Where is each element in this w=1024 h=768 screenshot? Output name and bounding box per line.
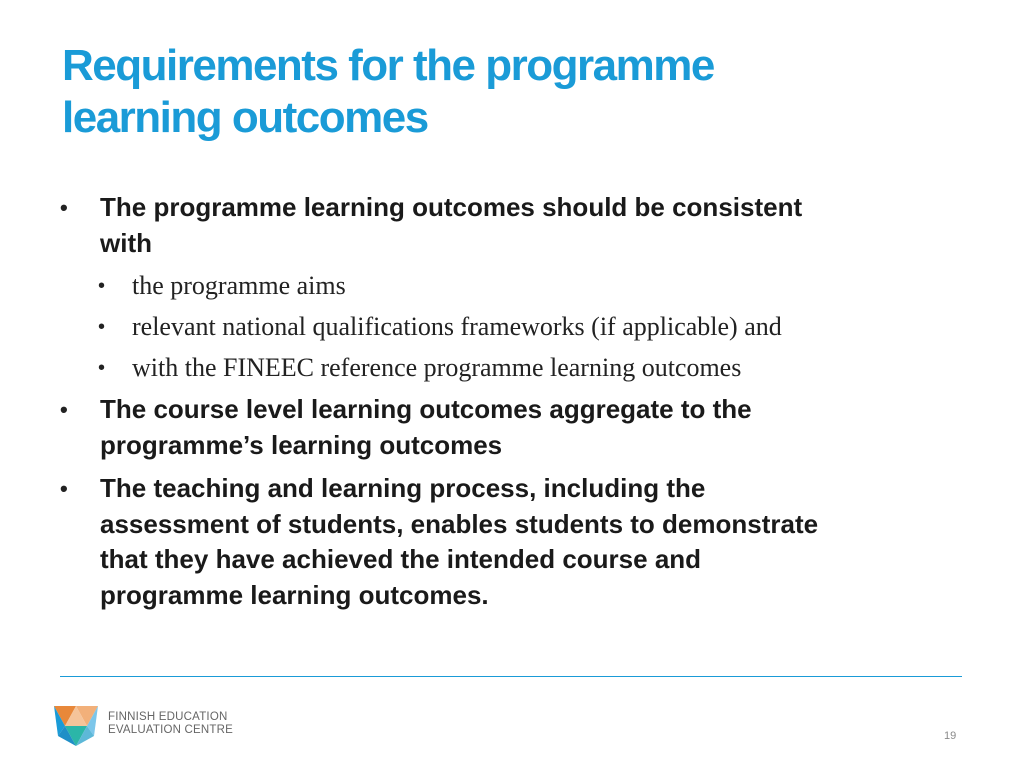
organization-name (108, 711, 233, 737)
bullet-dot-icon: • (60, 476, 68, 501)
sub-bullet-text: with the FINEEC reference programme learning outcomes (132, 353, 742, 382)
page-number: 19 (944, 730, 957, 742)
sub-bullet-item-aims (98, 269, 952, 303)
bullet-text-line: The programme learning outcomes should be consistent (100, 192, 803, 222)
sub-bullet-item-frameworks (98, 310, 952, 344)
bullet-text-line: that they have achieved the intended course and (100, 544, 702, 574)
sub-bullet-dot-icon: • (98, 357, 106, 379)
bullet-item-teaching (60, 471, 960, 613)
organization-name-line-2: EVALUATION CENTRE (108, 724, 234, 736)
bullet-text-line: programme’s learning outcomes (100, 429, 503, 460)
bullet-item-consistent (60, 190, 960, 261)
sub-bullet-text: relevant national qualifications frameworks (if applicable) and (132, 312, 782, 341)
bullet-text-line: programme learning outcomes. (100, 579, 489, 610)
bullet-text-line: assessment of students, enables students to demonstrate (100, 508, 819, 539)
footer-divider (60, 676, 962, 677)
bullet-item-aggregate (60, 392, 960, 463)
slide-title (62, 40, 962, 144)
bullet-dot-icon: • (60, 195, 68, 220)
sub-bullet-dot-icon: • (98, 275, 106, 297)
fineec-triangle-logo-icon (50, 702, 102, 748)
slide-title-line-1: Requirements for the programme (62, 41, 714, 90)
organization-name-line-1: FINNISH EDUCATION (108, 711, 228, 723)
bullet-dot-icon: • (60, 397, 68, 422)
sub-bullet-item-fineec (98, 351, 952, 385)
bullet-text-line: The course level learning outcomes aggregate to the (100, 394, 752, 424)
slide-title-line-2: learning outcomes (62, 93, 428, 142)
bullet-text-line: The teaching and learning process, including the (100, 473, 706, 503)
sub-bullet-text: the programme aims (132, 271, 346, 300)
bullet-text-line: with (100, 227, 152, 258)
sub-bullet-dot-icon: • (98, 316, 106, 338)
